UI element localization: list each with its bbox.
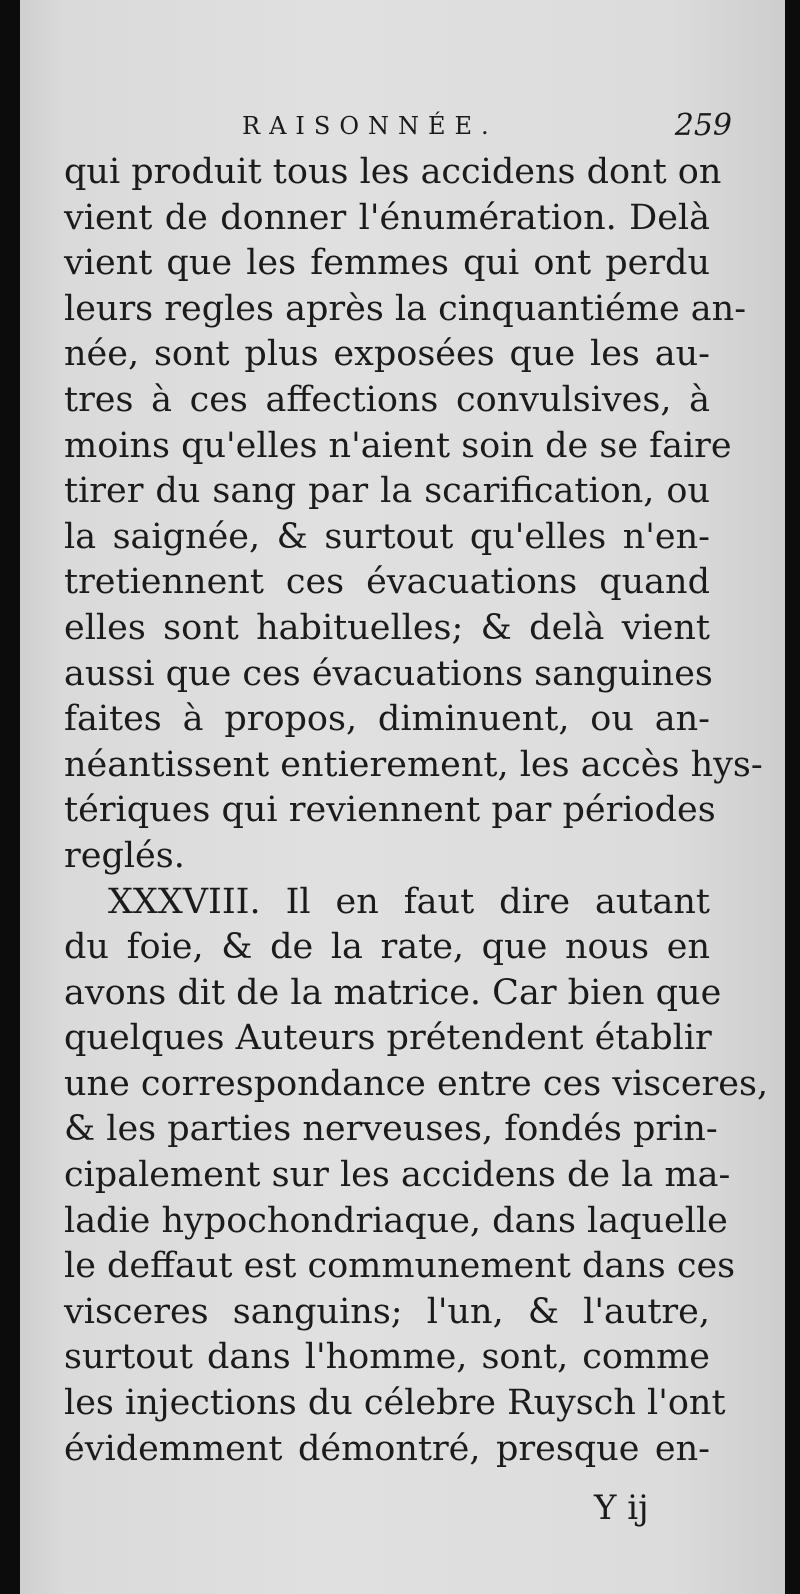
text-line: vient que les femmes qui ont perdu [64,243,710,284]
text-line: surtout dans l'homme, sont, comme [64,1337,710,1378]
text-line: les injections du célebre Ruysch l'ont [64,1383,726,1424]
text-line: une correspondance entre ces visceres, [64,1063,769,1104]
text-line: avons dit de la matrice. Car bien que [64,972,722,1013]
page-number: 259 [674,108,732,143]
text-line: la saignée, & surtout qu'elles n'en- [64,516,710,557]
text-line: elles sont habituelles; & delà vient [64,607,710,648]
body-text [64,150,769,1472]
section-heading-line: XXXVIII. Il en faut dire autant [108,881,710,922]
text-line: tériques qui reviennent par périodes [64,790,716,831]
text-line: néantissent entierement, les accès hys- [64,744,763,785]
text-line: née, sont plus exposées que les au- [64,334,710,375]
text-line: reglés. [64,835,185,876]
text-line: tirer du sang par la scarification, ou [64,471,710,512]
text-line: vient de donner l'énumération. Delà [64,197,710,238]
text-line: évidemment démontré, presque en- [64,1428,710,1469]
text-line: qui produit tous les accidens dont on [64,152,722,192]
text-line: & les parties nerveuses, fondés prin- [64,1109,718,1150]
text-line: visceres sanguins; l'un, & l'autre, [64,1291,710,1332]
text-line: moins qu'elles n'aient soin de se faire [64,425,732,466]
running-head: RAISONNÉE. [242,112,498,140]
text-line: quelques Auteurs prétendent établir [64,1018,712,1059]
text-line: le deffaut est communement dans ces [64,1246,736,1287]
text-line: aussi que ces évacuations sanguines [64,653,713,694]
text-line: tres à ces affections convulsives, à [64,379,710,420]
text-line: tretiennent ces évacuations quand [64,562,710,603]
text-line: ladie hypochondriaque, dans laquelle [64,1200,728,1241]
page-header [20,108,740,152]
text-line: cipalement sur les accidens de la ma- [64,1155,731,1196]
text-line: faites à propos, diminuent, ou an- [64,699,710,740]
text-line: leurs regles après la cinquantiéme an- [64,288,747,329]
text-line: du foie, & de la rate, que nous en [64,927,710,968]
book-page [20,0,785,1594]
signature-mark: Y ij [594,1488,649,1528]
